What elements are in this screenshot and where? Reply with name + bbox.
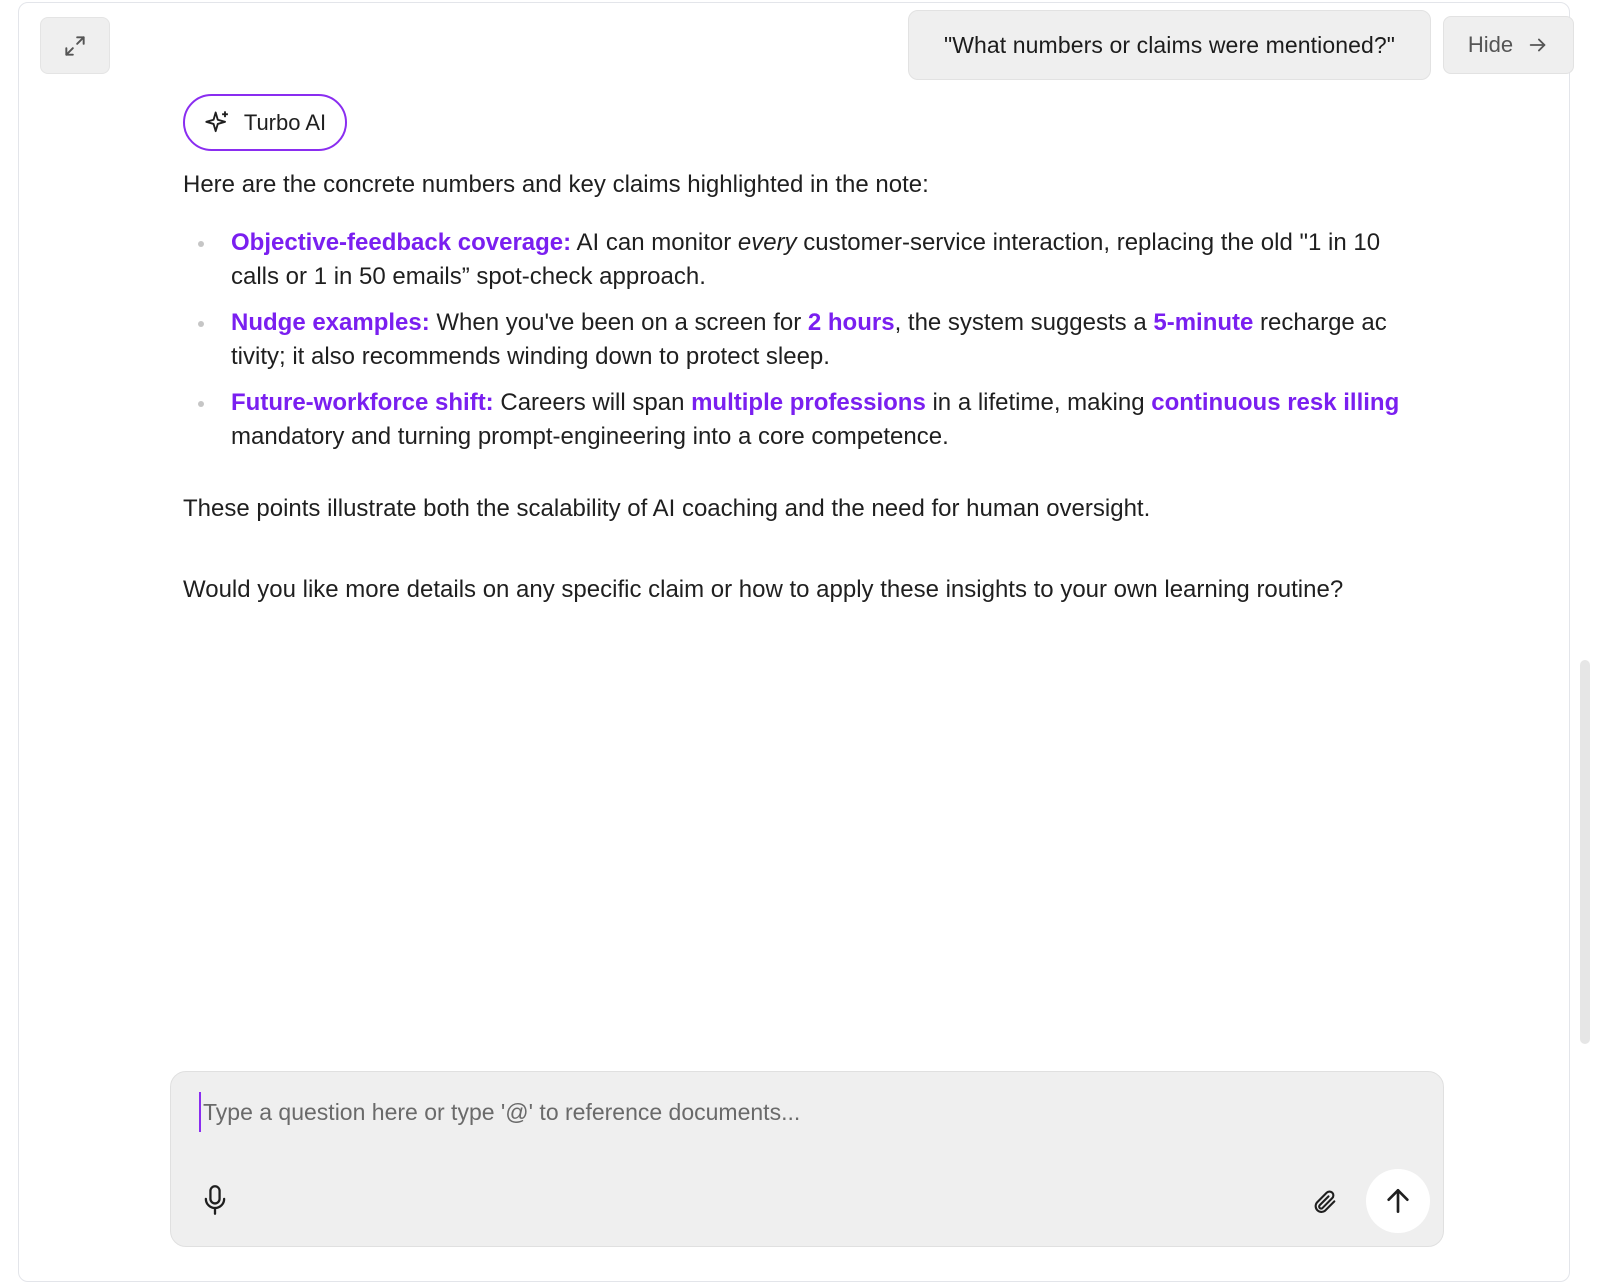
bullet-dot xyxy=(198,241,204,247)
expand-button[interactable] xyxy=(40,17,110,74)
arrow-up-icon xyxy=(1382,1185,1414,1217)
question-input[interactable] xyxy=(199,1092,1399,1132)
list-item xyxy=(183,306,1433,374)
claim-emphasis: every xyxy=(737,229,797,256)
claim-text: When you've been on a screen for xyxy=(429,309,808,336)
claim-highlight: continuous resk illing xyxy=(1151,389,1400,416)
hide-button-label: Hide xyxy=(1467,32,1514,57)
claim-text: recharge ac tivity; it also recommends winding down to protect sleep. xyxy=(231,309,1387,370)
list-item xyxy=(183,226,1433,294)
claim-text: , the system suggests a xyxy=(894,309,1154,336)
claim-text: customer-service interaction, replacing the old "1 in 10 calls or 1 in 50 emails” spot-check approach. xyxy=(231,229,1381,290)
claim-highlight: 2 hours xyxy=(807,309,895,336)
claim-text: AI can monitor xyxy=(571,229,738,256)
sparkle-icon xyxy=(204,109,232,137)
answer-content xyxy=(183,168,1433,611)
claim-highlight: multiple professions xyxy=(691,389,926,416)
claim-label: Future-workforce shift: xyxy=(231,389,494,416)
bullet-dot xyxy=(198,401,204,407)
claims-list xyxy=(183,226,1433,454)
claim-text: Careers will span xyxy=(493,389,692,416)
answer-closing: These points illustrate both the scalability of AI coaching and the need for human oversight. xyxy=(183,495,1151,522)
claim-text: in a lifetime, making xyxy=(925,389,1152,416)
answer-follow-up: Would you like more details on any specific claim or how to apply these insights to your own learning routine? xyxy=(183,576,1344,603)
expand-icon xyxy=(62,33,88,59)
turbo-ai-badge xyxy=(183,94,347,151)
paperclip-icon xyxy=(1311,1188,1339,1216)
claim-label: Nudge examples: xyxy=(231,309,430,336)
question-chip-text: "What numbers or claims were mentioned?" xyxy=(943,31,1396,58)
question-chip xyxy=(908,10,1431,80)
claim-text: mandatory and turning prompt-engineering into a core competence. xyxy=(231,423,949,450)
claim-label: Objective-feedback coverage: xyxy=(231,229,572,256)
claim-highlight: 5-minute xyxy=(1153,309,1254,336)
microphone-button[interactable] xyxy=(193,1178,237,1222)
composer xyxy=(170,1071,1444,1247)
arrow-right-icon xyxy=(1527,34,1549,56)
answer-intro: Here are the concrete numbers and key claims highlighted in the note: xyxy=(183,171,929,198)
turbo-ai-label: Turbo AI xyxy=(243,109,327,135)
hide-button[interactable] xyxy=(1443,16,1574,74)
bullet-dot xyxy=(198,321,204,327)
scrollbar-thumb[interactable] xyxy=(1580,660,1590,1044)
microphone-icon xyxy=(201,1184,229,1216)
send-button[interactable] xyxy=(1366,1169,1430,1233)
list-item xyxy=(183,386,1433,454)
attach-button[interactable] xyxy=(1303,1180,1347,1224)
